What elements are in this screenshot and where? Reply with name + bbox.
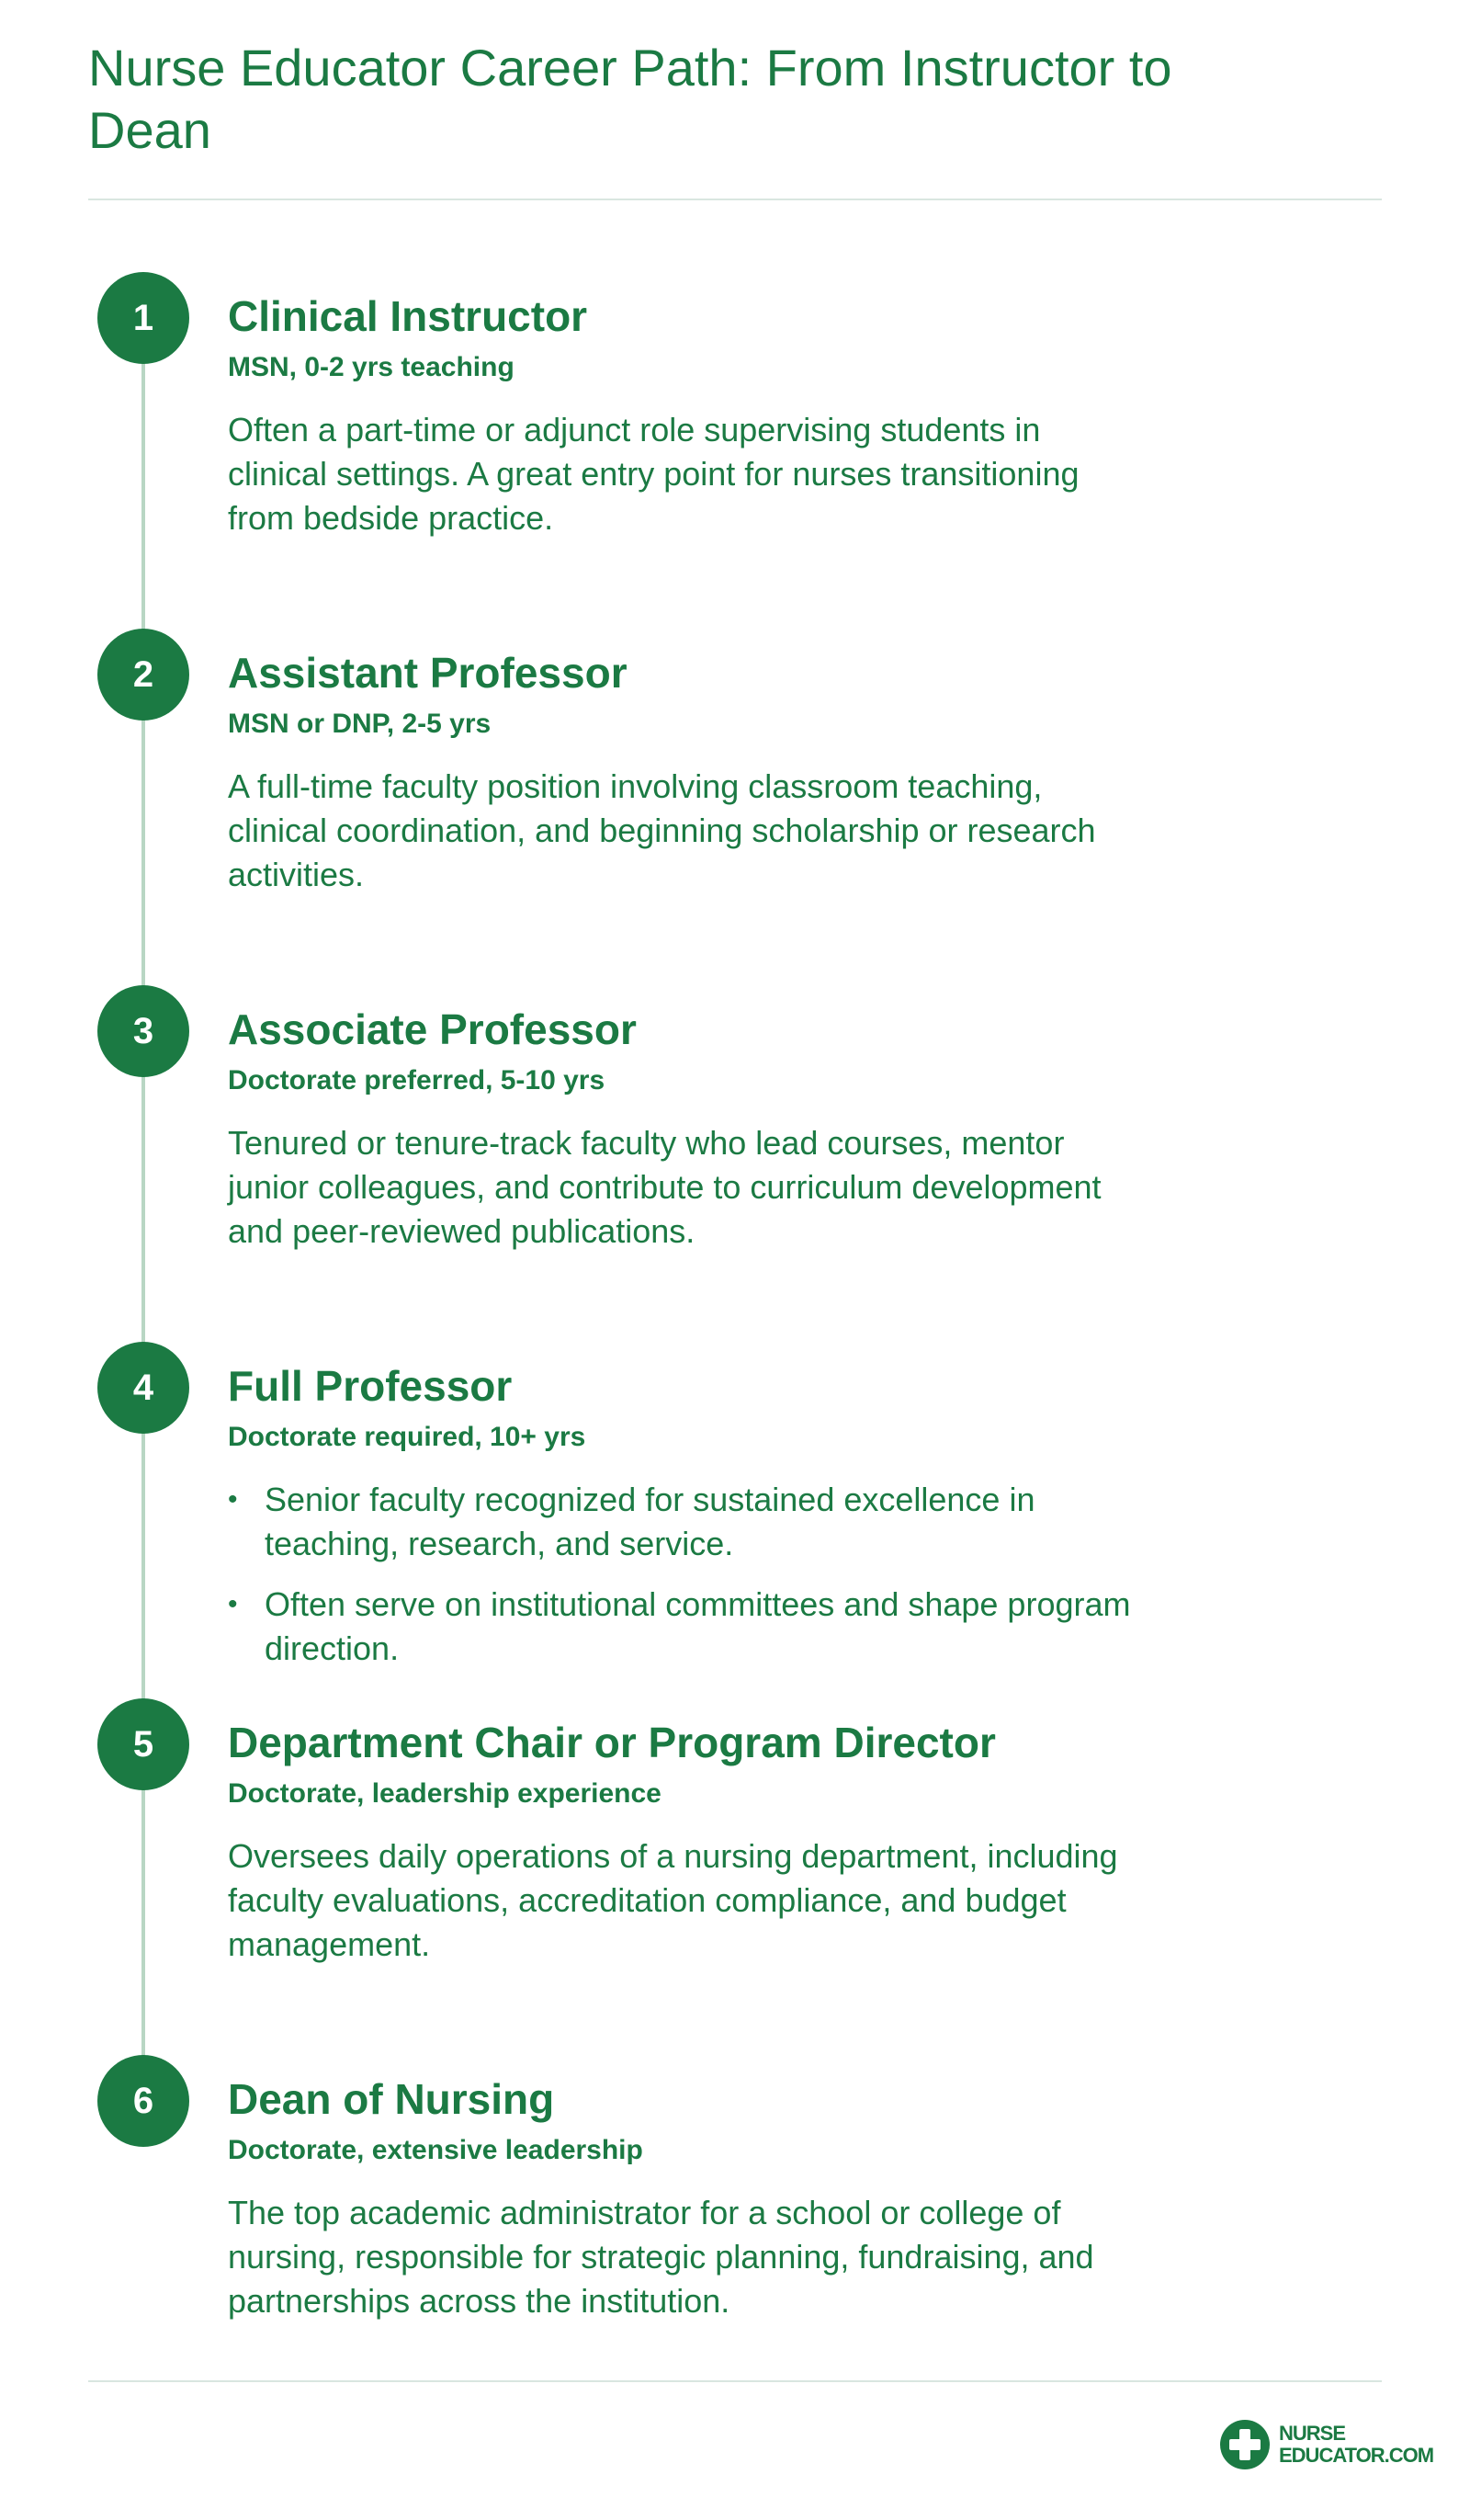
step-requirements: Doctorate, leadership experience — [228, 1778, 662, 1809]
list-item — [228, 1478, 1147, 1566]
step-description: Often a part-time or adjunct role supervising students in clinical settings. A great entry point for nurses transitioning from bedside practice. — [228, 411, 1080, 537]
step-bullet-list — [228, 1478, 1147, 1687]
step-requirements: Doctorate, extensive leadership — [228, 2135, 643, 2165]
step-requirements: Doctorate preferred, 5-10 yrs — [228, 1065, 605, 1095]
bullet-text: Senior faculty recognized for sustained excellence in teaching, research, and service. — [265, 1481, 1035, 1562]
step-description: Tenured or tenure-track faculty who lead courses, mentor junior colleagues, and contribute to curriculum development and peer-reviewed publications. — [228, 1124, 1102, 1250]
step-requirements: MSN, 0-2 yrs teaching — [228, 352, 514, 382]
step-title: Associate Professor — [228, 1005, 637, 1053]
step-number-badge: 2 — [97, 629, 189, 721]
nurse-educator-logo[interactable] — [1220, 2417, 1433, 2472]
step-title: Department Chair or Program Director — [228, 1719, 996, 1766]
step-title: Dean of Nursing — [228, 2075, 555, 2123]
page-title: Nurse Educator Career Path: From Instructor to Dean — [88, 39, 1172, 159]
step-title: Assistant Professor — [228, 649, 628, 697]
bullet-icon: • — [228, 1589, 238, 1619]
logo-line-1: NURSE — [1279, 2422, 1346, 2445]
logo-line-2: EDUCATOR.COM — [1279, 2444, 1434, 2467]
medical-cross-icon — [1220, 2420, 1270, 2469]
step-title: Clinical Instructor — [228, 292, 588, 340]
bottom-divider — [88, 2380, 1382, 2382]
step-description: Oversees daily operations of a nursing department, including faculty evaluations, accreditation compliance, and budget management. — [228, 1837, 1118, 1963]
bullet-icon: • — [228, 1484, 238, 1515]
list-item — [228, 1583, 1147, 1671]
timeline-connector — [141, 322, 145, 2086]
step-requirements: Doctorate required, 10+ yrs — [228, 1422, 586, 1452]
step-title: Full Professor — [228, 1362, 513, 1410]
step-number-badge: 3 — [97, 985, 189, 1077]
step-number-badge: 4 — [97, 1342, 189, 1434]
step-description: A full-time faculty position involving classroom teaching, clinical coordination, and beginning scholarship or research activities. — [228, 767, 1096, 893]
logo-wordmark — [1279, 2423, 1433, 2467]
step-number-badge: 6 — [97, 2055, 189, 2147]
step-description: The top academic administrator for a school or college of nursing, responsible for strategic planning, fundraising, and partnerships across the institution. — [228, 2194, 1094, 2320]
step-number-badge: 5 — [97, 1698, 189, 1790]
step-requirements: MSN or DNP, 2-5 yrs — [228, 709, 492, 739]
step-number-badge: 1 — [97, 272, 189, 364]
bullet-text: Often serve on institutional committees and shape program direction. — [265, 1585, 1131, 1667]
